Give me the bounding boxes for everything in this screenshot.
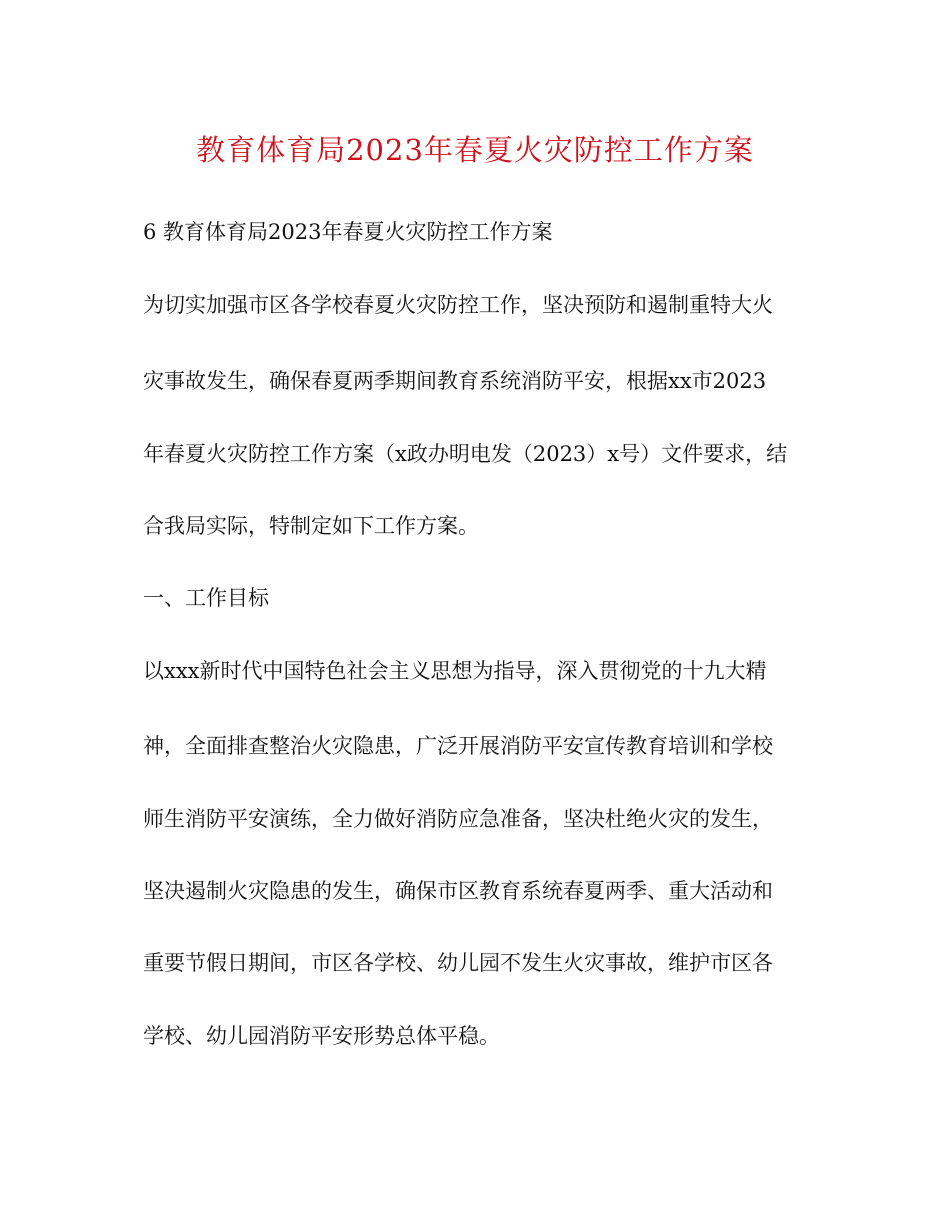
paragraph-line: 重要节假日期间，市区各学校、幼儿园不发生火灾事故，维护市区各 <box>143 951 773 975</box>
paragraph-line: 坚决遏制火灾隐患的发生，确保市区教育系统春夏两季、重大活动和 <box>143 879 773 903</box>
document-title: 教育体育局2023年春夏火灾防控工作方案 <box>196 133 754 167</box>
paragraph-line: 合我局实际，特制定如下工作方案。 <box>143 514 479 538</box>
document-subtitle-line: 6 教育体育局2023年春夏火灾防控工作方案 <box>143 220 553 244</box>
paragraph-line: 以xxx新时代中国特色社会主义思想为指导，深入贯彻党的十九大精 <box>143 659 767 683</box>
paragraph-line: 为切实加强市区各学校春夏火灾防控工作，坚决预防和遏制重特大火 <box>143 293 773 317</box>
section-heading: 一、工作目标 <box>143 586 269 610</box>
paragraph-line: 神，全面排查整治火灾隐患，广泛开展消防平安宣传教育培训和学校 <box>143 734 773 758</box>
paragraph-line: 师生消防平安演练，全力做好消防应急准备，坚决杜绝火灾的发生， <box>143 807 773 831</box>
paragraph-line: 灾事故发生，确保春夏两季期间教育系统消防平安，根据xx市2023 <box>143 369 767 393</box>
paragraph-line: 年春夏火灾防控工作方案（x政办明电发（2023）x号）文件要求，结 <box>143 442 788 466</box>
paragraph-line: 学校、幼儿园消防平安形势总体平稳。 <box>143 1024 500 1048</box>
